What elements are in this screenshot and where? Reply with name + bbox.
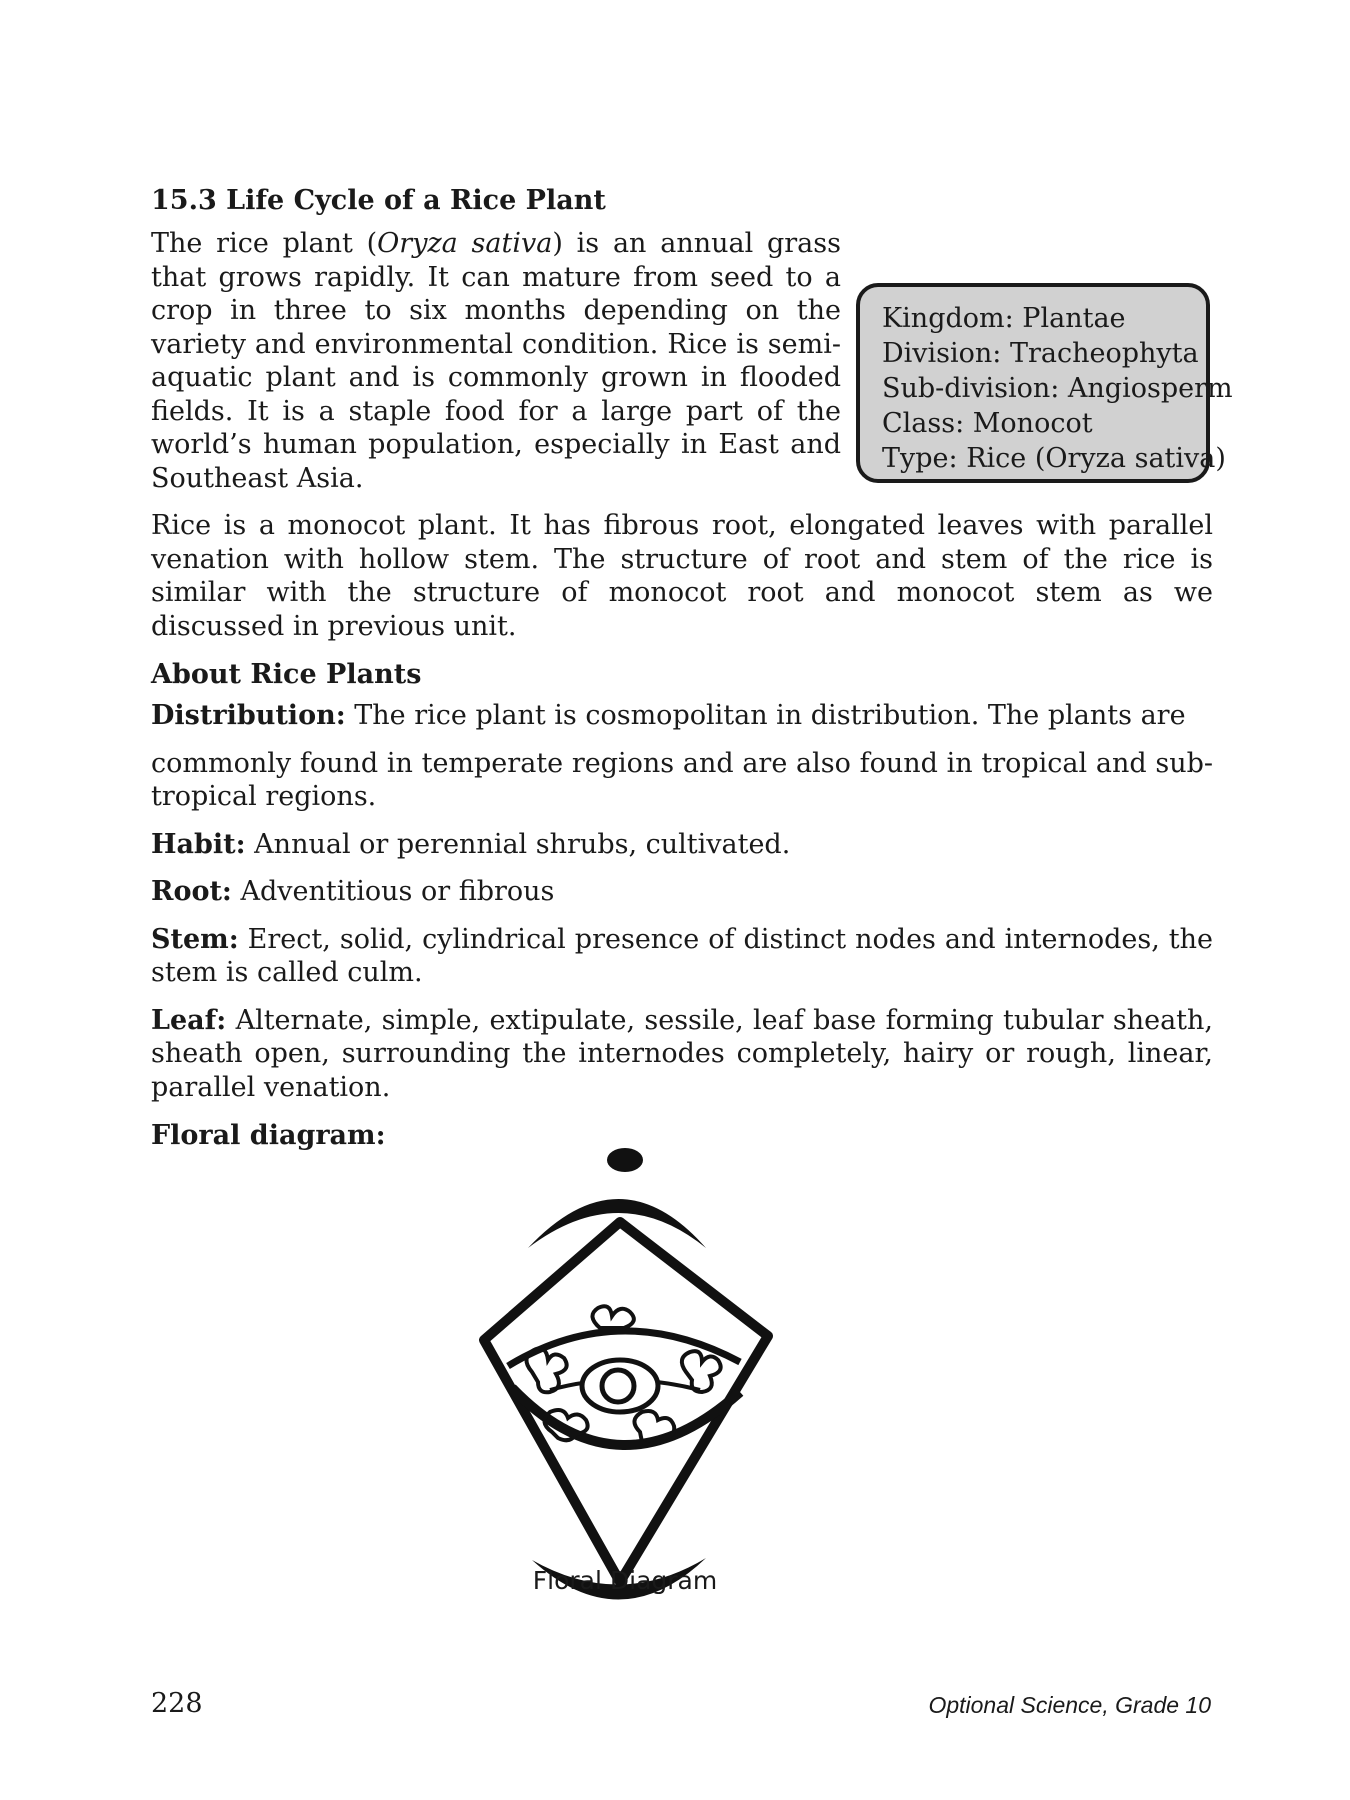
distribution-line [151, 699, 1213, 733]
ovary-inner [602, 1370, 634, 1402]
classification-class: Class: Monocot [882, 408, 1093, 439]
distribution-text: The rice plant is cosmopolitan in distribution. The plants are [345, 700, 1186, 731]
species-name: Oryza sativa [377, 228, 553, 259]
habit-text: Annual or perennial shrubs, cultivated. [245, 828, 791, 860]
intro-paragraph [151, 227, 841, 495]
book-title: Optional Science, Grade 10 [928, 1692, 1211, 1718]
classification-type: Type: Rice (Oryza sativa) [882, 443, 1226, 474]
root-line [151, 875, 1213, 909]
classification-box [856, 283, 1233, 483]
habit-line [151, 828, 1213, 862]
distribution-continued: commonly found in temperate regions and are also found in tropical and sub-tropical regions. [151, 747, 1213, 812]
stem-text: Erect, solid, cylindrical presence of distinct nodes and internodes, the stem is called culm. [151, 923, 1213, 988]
classification-subdivision: Sub-division: Angiosperm [882, 373, 1233, 404]
classification-division: Division: Tracheophyta [882, 338, 1199, 369]
distribution-label: Distribution: [151, 700, 346, 731]
monocot-paragraph: Rice is a monocot plant. It has fibrous root, elongated leaves with parallel venation with hollow stem. The structure of root and stem of the rice is similar with the structure of monocot root and monocot stem as we discussed in previous unit. [151, 510, 1213, 642]
intro-block [151, 227, 1233, 495]
intro-text-rest: ) is an annual grass that grows rapidly. It can mature from seed to a crop in three to six months depending on the variety and environmental condition. Rice is semi-aquatic plant and is commonly grown in flooded fields. It is a staple food for a large part of the world’s human population, especially in East and Southeast Asia. [151, 228, 841, 494]
section-title: 15.3 Life Cycle of a Rice Plant [151, 185, 606, 216]
stem-label: Stem: [151, 923, 239, 955]
root-text: Adventitious or fibrous [231, 876, 555, 907]
leaf-label: Leaf: [151, 1004, 227, 1036]
page-number: 228 [151, 1688, 203, 1719]
intro-text-start: The rice plant ( [151, 228, 378, 259]
about-heading: About Rice Plants [151, 659, 422, 690]
floral-diagram [470, 1140, 790, 1620]
mother-axis [607, 1148, 643, 1172]
figure-caption: Floral Diagram [532, 1566, 718, 1595]
leaf-text: Alternate, simple, extipulate, sessile, leaf base forming tubular sheath, sheath open, surrounding the internodes completely, hairy or rough, linear, parallel venation. [151, 1004, 1213, 1103]
habit-label: Habit: [151, 828, 246, 860]
leaf-line [151, 1004, 1213, 1105]
page-content [151, 183, 1233, 1154]
classification-kingdom: Kingdom: Plantae [882, 303, 1126, 334]
stem-line [151, 923, 1213, 990]
floral-diagram-heading: Floral diagram: [151, 1120, 386, 1151]
root-label: Root: [151, 876, 232, 907]
